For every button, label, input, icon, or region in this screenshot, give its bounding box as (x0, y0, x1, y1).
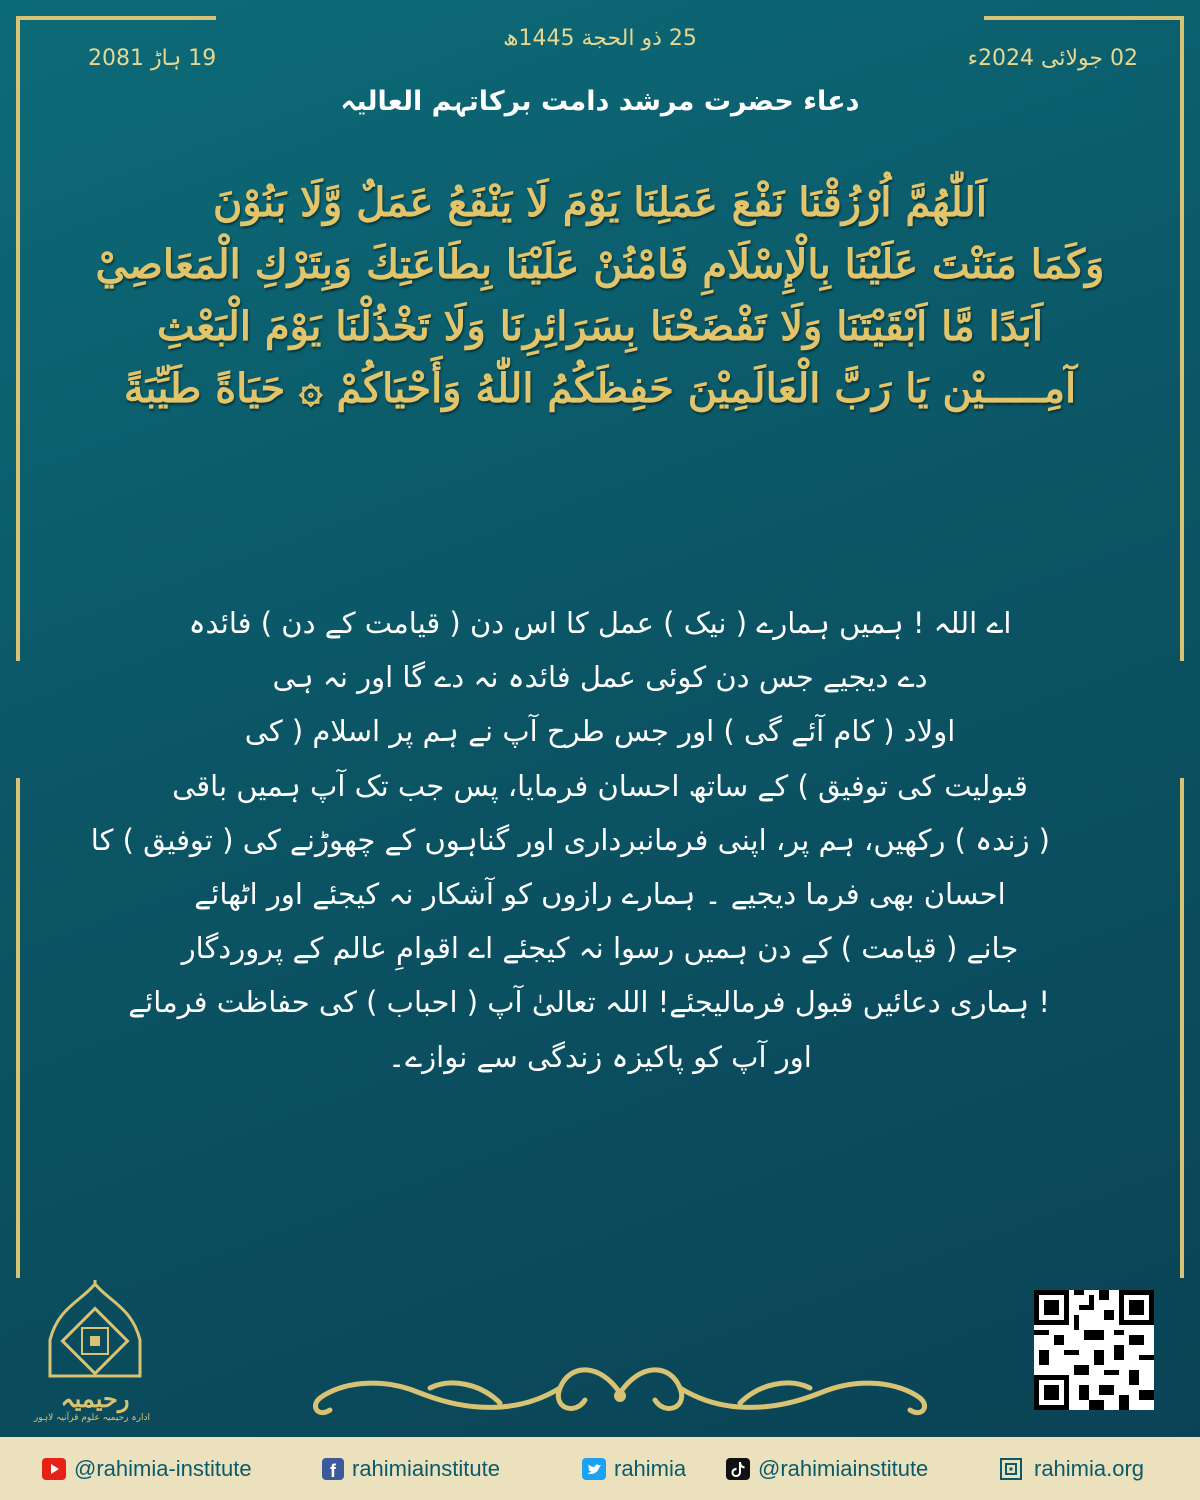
facebook-link[interactable] (322, 1456, 500, 1482)
youtube-icon (42, 1458, 66, 1480)
tiktok-link[interactable] (726, 1456, 928, 1482)
arabic-dua (60, 172, 1140, 420)
arabic-line: اَللّٰهُمَّ اُرْزُقْنَا نَفْعَ عَمَلِنَا يَوْمَ لَا يَنْفَعُ عَمَلٌ وَّلَا بَنُوْنَ (213, 179, 987, 226)
urdu-line: جانے ( قیامت ) کے دن ہمیں رسوا نہ کیجئے اے اقوامِ عالم کے پروردگار (181, 931, 1019, 966)
arabic-line: اَبَدًا مَّا اَبْقَيْتَنَا وَلَا تَفْضَحْنَا بِسَرَائِرِنَا وَلَا تَخْذُلْنَا يَوْمَ الْبَعْثِ (157, 303, 1043, 350)
footer-bar (0, 1437, 1200, 1500)
urdu-translation (90, 596, 1050, 1084)
twitter-link[interactable] (582, 1456, 686, 1482)
qr-code[interactable] (1034, 1290, 1154, 1410)
twitter-icon (582, 1458, 606, 1480)
ornament-divider (300, 1358, 940, 1428)
urdu-line: قبولیت کی توفیق ) کے ساتھ احسان فرمایا، پس جب تک آپ ہمیں باقی (172, 768, 1028, 803)
website-icon (1000, 1458, 1026, 1480)
youtube-handle: @rahimia-institute (74, 1456, 252, 1481)
website-link[interactable] (1000, 1456, 1144, 1482)
arabic-line: وَكَمَا مَنَنْتَ عَلَيْنَا بِالْإِسْلَامِ فَامْنُنْ عَلَيْنَا بِطَاعَتِكَ وَبِتَرْكِ الْمَعَاصِيْ (95, 241, 1105, 288)
logo (33, 1280, 150, 1430)
logo-name: رحیمیہ (60, 1384, 130, 1413)
website-url: rahimia.org (1034, 1456, 1145, 1481)
urdu-line: اے اللہ ! ہمیں ہمارے ( نیک ) عمل کا اس دن ( قیامت کے دن ) فائدہ (188, 606, 1012, 640)
twitter-handle: rahimia (614, 1456, 687, 1481)
urdu-line: ( زندہ ) رکھیں، ہم پر، اپنی فرمانبرداری اور گناہوں کے چھوڑنے کی ( توفیق ) کا (90, 822, 1050, 857)
svg-text:f: f (330, 1461, 336, 1480)
urdu-line: ! ہماری دعائیں قبول فرمالیجئے! اللہ تعالیٰ آپ ( احباب ) کی حفاظت فرمائے (128, 985, 1050, 1020)
gregorian-date: 02 جولائی 2024ء (967, 46, 1138, 71)
urdu-line: احسان بھی فرما دیجیے ۔ ہمارے رازوں کو آشکار نہ کیجئے اور اٹھائے (194, 877, 1006, 912)
tiktok-handle: @rahimiainstitute (758, 1456, 929, 1481)
tiktok-icon (726, 1458, 750, 1480)
logo-tagline: ادارہ رحیمیہ علوم قرآنیہ لاہور (33, 1413, 150, 1423)
hijri-date: 25 ذو الحجة 1445ھ (503, 26, 697, 51)
urdu-line: اور آپ کو پاکیزہ زندگی سے نوازے۔ (388, 1039, 812, 1074)
page-title: دعاء حضرت مرشد دامت برکاتہم العالیہ (340, 86, 860, 117)
bikrami-date: 19 ہاڑ 2081 (88, 46, 217, 71)
youtube-link[interactable] (42, 1456, 252, 1482)
arabic-line: آمِـــــيْن يَا رَبَّ الْعَالَمِيْنَ حَفِظَكُمُ اللّٰهُ وَأَحْيَاكُمْ ۞ حَيَاةً طَيِّبَةً (123, 365, 1077, 412)
facebook-icon (322, 1458, 344, 1480)
logo-emblem (40, 1280, 150, 1380)
facebook-handle: rahimiainstitute (352, 1456, 500, 1481)
urdu-line: اولاد ( کام آئے گی ) اور جس طرح آپ نے ہم پر اسلام ( کی (244, 714, 956, 749)
urdu-line: دے دیجیے جس دن کوئی عمل فائدہ نہ دے گا اور نہ ہی (272, 660, 928, 695)
